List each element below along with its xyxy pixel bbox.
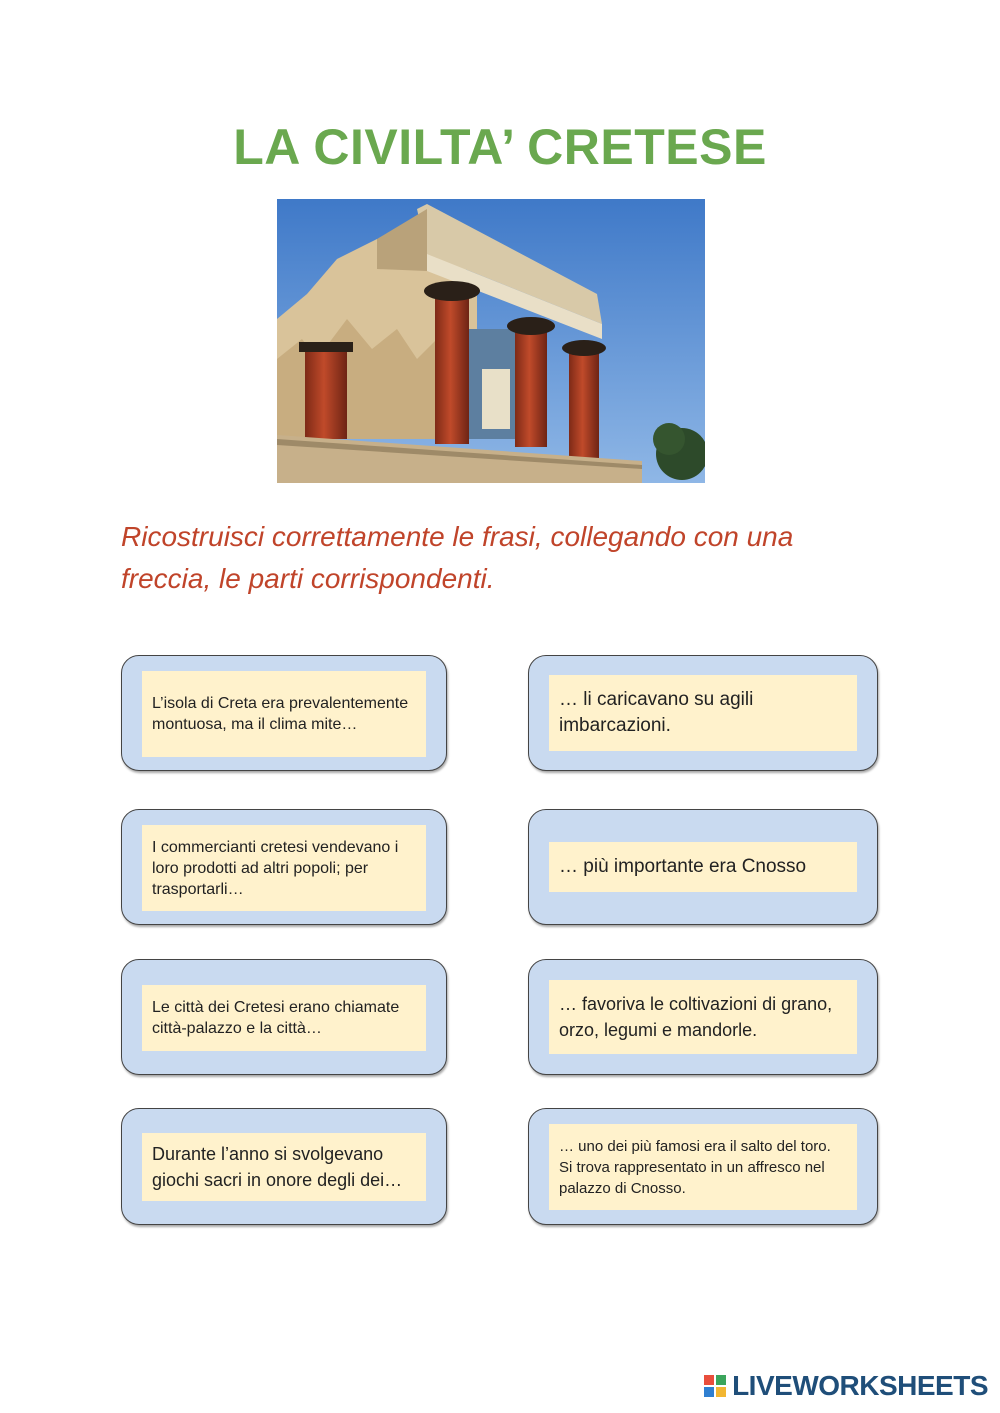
right-match-text-2: … più importante era Cnosso <box>549 842 857 892</box>
left-match-card-4[interactable] <box>121 1108 447 1225</box>
brand-name: LIVEWORKSHEETS <box>732 1370 988 1401</box>
left-match-card-1[interactable] <box>121 655 447 771</box>
left-match-text-2: I commercianti cretesi vendevano i loro prodotti ad altri popoli; per trasportarli… <box>142 825 426 911</box>
liveworksheets-logo <box>704 1369 988 1403</box>
left-match-text-4: Durante l’anno si svolgevano giochi sacri in onore degli dei… <box>142 1133 426 1201</box>
knossos-palace-photo <box>277 199 705 483</box>
left-match-card-2[interactable] <box>121 809 447 925</box>
left-match-text-3: Le città dei Cretesi erano chiamate città-palazzo e la città… <box>142 985 426 1051</box>
right-match-card-2[interactable] <box>528 809 878 925</box>
right-match-text-3: … favoriva le coltivazioni di grano, orzo, legumi e mandorle. <box>549 980 857 1054</box>
right-match-text-4: … uno dei più famosi era il salto del toro. Si trova rappresentato in un affresco nel palazzo di Cnosso. <box>549 1124 857 1210</box>
instructions-text: Ricostruisci correttamente le frasi, collegando con una freccia, le parti corrispondenti. <box>121 521 794 594</box>
left-match-card-3[interactable] <box>121 959 447 1075</box>
right-match-card-1[interactable] <box>528 655 878 771</box>
page-title: LA CIVILTA’ CRETESE <box>233 119 767 175</box>
right-match-card-4[interactable] <box>528 1108 878 1225</box>
right-match-text-1: … li caricavano su agili imbarcazioni. <box>549 675 857 751</box>
right-match-card-3[interactable] <box>528 959 878 1075</box>
left-match-text-1: L’isola di Creta era prevalentemente montuosa, ma il clima mite… <box>142 671 426 757</box>
liveworksheets-logo-icon <box>704 1375 726 1397</box>
